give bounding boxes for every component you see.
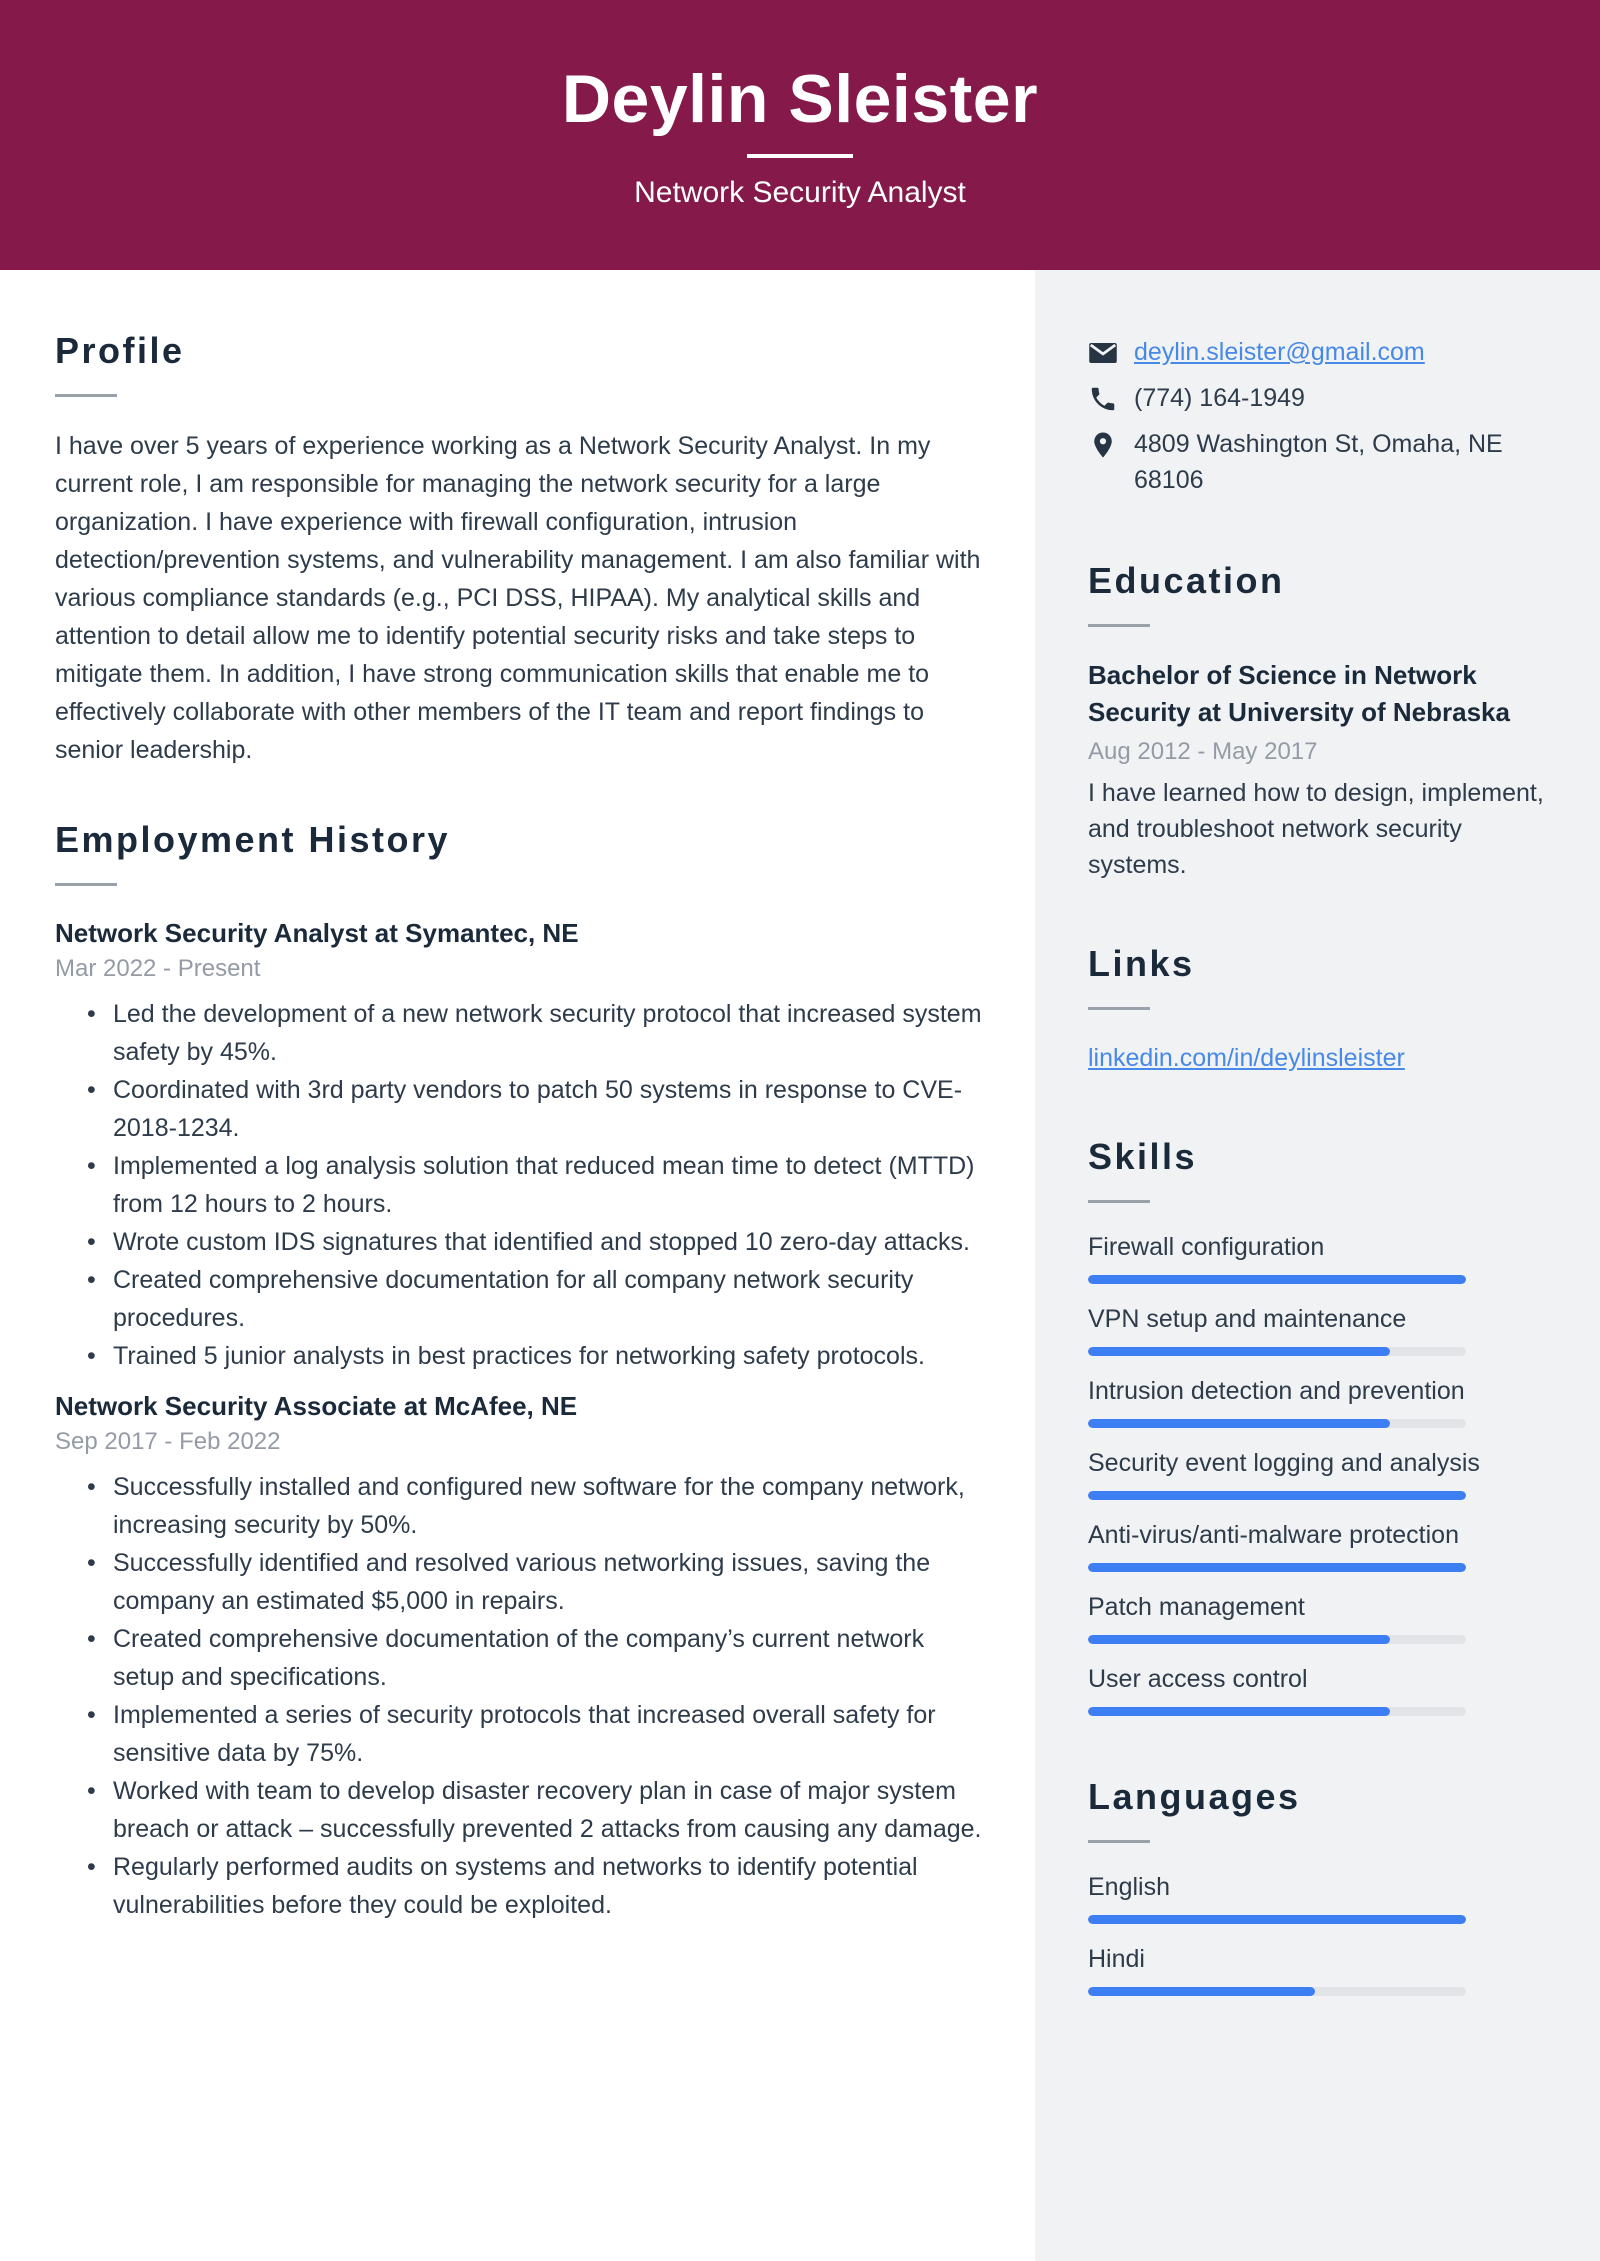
language-bar-track	[1088, 1987, 1466, 1996]
phone-icon	[1088, 384, 1118, 414]
skill-item	[1088, 1449, 1550, 1500]
job-entry	[55, 1389, 990, 1924]
header	[0, 0, 1600, 270]
skill-bar-track	[1088, 1707, 1466, 1716]
location-icon	[1088, 430, 1118, 460]
language-item	[1088, 1873, 1550, 1924]
profile-section	[55, 330, 990, 769]
address-text: 4809 Washington St, Omaha, NE 68106	[1134, 430, 1503, 494]
candidate-job-title: Network Security Analyst	[634, 176, 966, 210]
employment-section	[55, 819, 990, 1924]
skill-bar-fill	[1088, 1563, 1466, 1572]
skill-bar-fill	[1088, 1347, 1390, 1356]
candidate-name: Deylin Sleister	[561, 60, 1039, 137]
bullet-item: • Trained 5 junior analysts in best practices for networking safety protocols.	[87, 1337, 990, 1375]
links-heading: Links	[1088, 943, 1195, 984]
job-dates: Mar 2022 - Present	[55, 955, 261, 982]
language-bar-fill	[1088, 1915, 1466, 1924]
bullet-item: • Implemented a series of security protocols that increased overall safety for sensitive data by 75%.	[87, 1696, 990, 1772]
skill-bar-track	[1088, 1563, 1466, 1572]
name-divider	[747, 154, 853, 158]
profile-text: I have over 5 years of experience working as a Network Security Analyst. In my current role, I am responsible for managing the network security for a large organization. I have experience with firewall configuration, intrusion detection/prevention systems, and vulnerability management. I am also familiar with various compliance standards (e.g., PCI DSS, HIPAA). My analytical skills and attention to detail allow me to identify potential security risks and take steps to mitigate them. In addition, I have strong communication skills that enable me to effectively collaborate with other members of the IT team and report findings to senior leadership.	[55, 432, 981, 764]
job-bullet-list	[55, 995, 990, 1375]
language-label: English	[1088, 1873, 1170, 1901]
links-section	[1088, 943, 1550, 1076]
skill-bar-track	[1088, 1635, 1466, 1644]
bullet-item: • Created comprehensive documentation for all company network security procedures.	[87, 1261, 990, 1337]
bullet-item: • Wrote custom IDS signatures that identified and stopped 10 zero-day attacks.	[87, 1223, 990, 1261]
language-bar-fill	[1088, 1987, 1315, 1996]
job-title: Network Security Analyst at Symantec, NE	[55, 918, 579, 948]
job-entry	[55, 916, 990, 1375]
skills-section	[1088, 1136, 1550, 1716]
section-underline	[1088, 624, 1150, 627]
skill-item	[1088, 1377, 1550, 1428]
languages-heading: Languages	[1088, 1776, 1301, 1817]
sidebar	[1035, 270, 1600, 2261]
skill-label: VPN setup and maintenance	[1088, 1305, 1407, 1333]
profile-heading: Profile	[55, 330, 185, 371]
skill-label: Security event logging and analysis	[1088, 1449, 1480, 1477]
skill-item	[1088, 1593, 1550, 1644]
bullet-item: • Implemented a log analysis solution that reduced mean time to detect (MTTD) from 12 hours to 2 hours.	[87, 1147, 990, 1223]
bullet-item: • Successfully identified and resolved various networking issues, saving the company an estimated $5,000 in repairs.	[87, 1544, 990, 1620]
main-column	[0, 270, 1035, 2261]
skill-bar-track	[1088, 1347, 1466, 1356]
job-bullet-list	[55, 1468, 990, 1924]
section-underline	[55, 883, 117, 886]
education-description: I have learned how to design, implement, and troubleshoot network security systems.	[1088, 779, 1544, 879]
section-underline	[1088, 1840, 1150, 1843]
contact-phone-row	[1088, 380, 1550, 416]
linkedin-link[interactable]: linkedin.com/in/deylinsleister	[1088, 1044, 1405, 1072]
email-icon	[1088, 338, 1118, 368]
skill-label: Anti-virus/anti-malware protection	[1088, 1521, 1459, 1549]
education-section	[1088, 560, 1550, 883]
employment-heading: Employment History	[55, 819, 451, 860]
skill-bar-track	[1088, 1491, 1466, 1500]
contact-block	[1088, 334, 1550, 498]
skill-label: Intrusion detection and prevention	[1088, 1377, 1465, 1405]
skill-bar-track	[1088, 1419, 1466, 1428]
phone-number: (774) 164-1949	[1134, 384, 1305, 412]
skill-item	[1088, 1665, 1550, 1716]
job-dates: Sep 2017 - Feb 2022	[55, 1428, 281, 1455]
skill-label: Patch management	[1088, 1593, 1305, 1621]
skill-item	[1088, 1521, 1550, 1572]
skill-bar-track	[1088, 1275, 1466, 1284]
skill-bar-fill	[1088, 1275, 1466, 1284]
education-dates: Aug 2012 - May 2017	[1088, 738, 1318, 765]
degree-title: Bachelor of Science in Network Security at University of Nebraska	[1088, 660, 1510, 727]
language-label: Hindi	[1088, 1945, 1145, 1973]
bullet-item: • Worked with team to develop disaster recovery plan in case of major system breach or attack – successfully prevented 2 attacks from causing any damage.	[87, 1772, 990, 1848]
section-underline	[1088, 1200, 1150, 1203]
language-bar-track	[1088, 1915, 1466, 1924]
skill-bar-fill	[1088, 1419, 1390, 1428]
email-link[interactable]: deylin.sleister@gmail.com	[1134, 338, 1425, 366]
bullet-item: • Created comprehensive documentation of the company’s current network setup and specifications.	[87, 1620, 990, 1696]
bullet-item: • Led the development of a new network security protocol that increased system safety by 45%.	[87, 995, 990, 1071]
bullet-item: • Regularly performed audits on systems and networks to identify potential vulnerabilities before they could be exploited.	[87, 1848, 990, 1924]
contact-address-row	[1088, 426, 1550, 498]
content-columns	[0, 270, 1600, 2261]
section-underline	[55, 394, 117, 397]
skill-bar-fill	[1088, 1635, 1390, 1644]
skill-label: Firewall configuration	[1088, 1233, 1325, 1261]
section-underline	[1088, 1007, 1150, 1010]
languages-section	[1088, 1776, 1550, 1996]
job-title: Network Security Associate at McAfee, NE	[55, 1391, 578, 1421]
contact-email-row	[1088, 334, 1550, 370]
education-heading: Education	[1088, 560, 1285, 601]
bullet-item: • Successfully installed and configured new software for the company network, increasing security by 50%.	[87, 1468, 990, 1544]
language-item	[1088, 1945, 1550, 1996]
skill-item	[1088, 1305, 1550, 1356]
skill-label: User access control	[1088, 1665, 1308, 1693]
skill-bar-fill	[1088, 1491, 1466, 1500]
skill-item	[1088, 1233, 1550, 1284]
skill-bar-fill	[1088, 1707, 1390, 1716]
bullet-item: • Coordinated with 3rd party vendors to patch 50 systems in response to CVE-2018-1234.	[87, 1071, 990, 1147]
skills-heading: Skills	[1088, 1136, 1198, 1177]
